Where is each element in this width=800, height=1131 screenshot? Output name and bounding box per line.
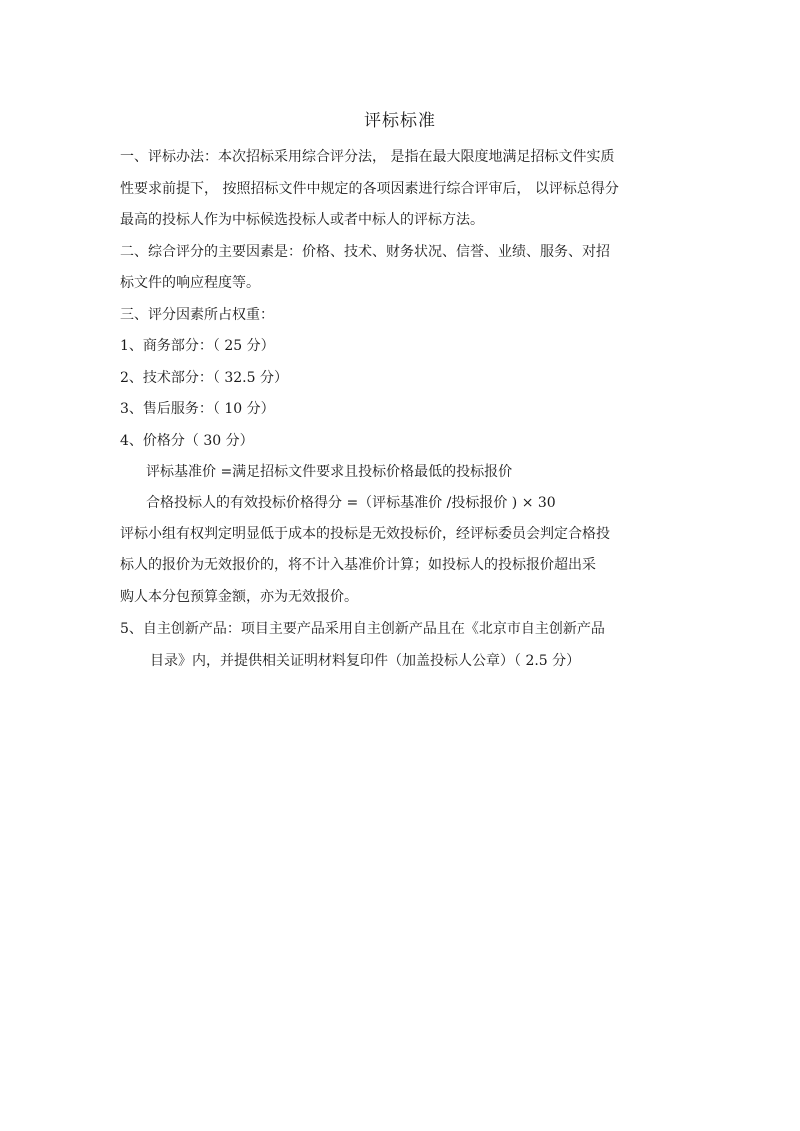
- factors-line-2: 标文件的响应程度等。: [120, 275, 260, 291]
- innovation-line-1: 5、自主创新产品：项目主要产品采用自主创新产品且在《北京市自主创新产品: [120, 621, 605, 637]
- weights-heading: 三、评分因素所占权重：: [120, 307, 274, 323]
- weight-item-business: 1、商务部分：（ 25 分）: [120, 338, 275, 354]
- factors-line-1: 二、综合评分的主要因素是：价格、技术、财务状况、信誉、业绩、服务、对招: [120, 244, 610, 260]
- invalid-bid-line-2: 标人的报价为无效报价的，将不计入基准价计算；如投标人的投标报价超出采: [120, 557, 596, 573]
- invalid-bid-line-1: 评标小组有权判定明显低于成本的投标是无效投标价，经评标委员会判定合格投: [120, 526, 610, 542]
- method-line-1: 一、评标办法：本次招标采用综合评分法， 是指在最大限度地满足招标文件实质: [120, 149, 615, 165]
- price-score-formula: 合格投标人的有效投标价格得分 =（评标基准价 /投标报价 ) × 30: [146, 495, 556, 511]
- weight-item-price: 4、价格分（ 30 分）: [120, 433, 254, 449]
- benchmark-price-definition: 评标基准价 =满足招标文件要求且投标价格最低的投标报价: [146, 464, 513, 480]
- invalid-bid-line-3: 购人本分包预算金额，亦为无效报价。: [120, 589, 358, 605]
- method-line-3: 最高的投标人作为中标候选投标人或者中标人的评标方法。: [120, 212, 484, 228]
- weight-item-technical: 2、技术部分：（ 32.5 分）: [120, 370, 288, 386]
- document-title: 评标标准: [364, 111, 436, 131]
- weight-item-after-sales: 3、售后服务：（ 10 分）: [120, 401, 275, 417]
- innovation-line-2: 目录》内，并提供相关证明材料复印件（加盖投标人公章）（ 2.5 分）: [150, 653, 581, 669]
- method-line-2: 性要求前提下， 按照招标文件中规定的各项因素进行综合评审后， 以评标总得分: [120, 181, 619, 197]
